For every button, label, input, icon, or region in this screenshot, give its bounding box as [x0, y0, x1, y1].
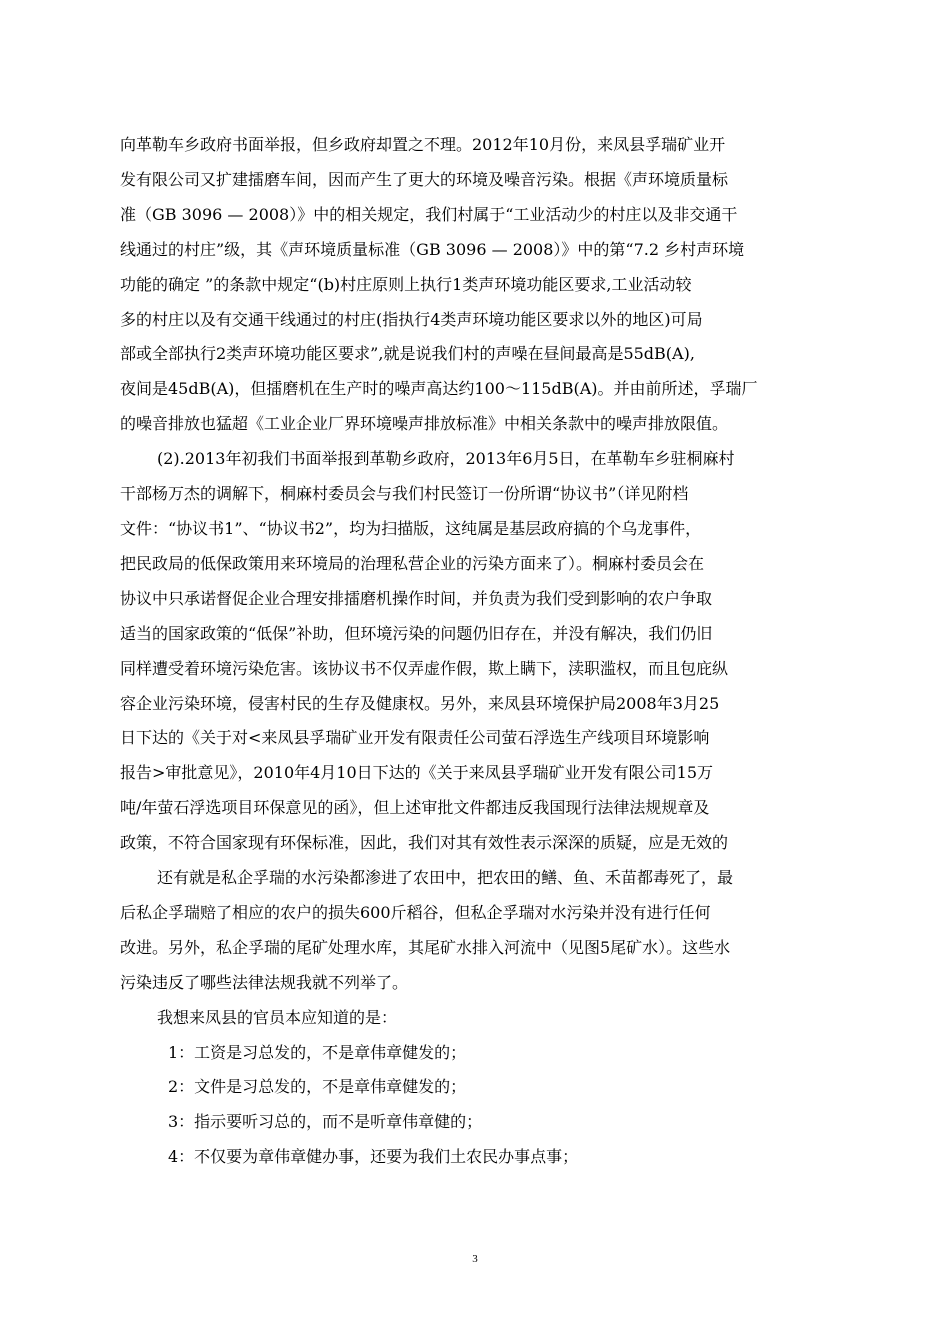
list-item: 3：指示要听习总的，而不是听章伟章健的；: [168, 1112, 483, 1132]
list-item: 1：工资是习总发的，不是章伟章健发的；: [168, 1042, 467, 1062]
body-text: [120, 128, 832, 1175]
list-item: 4：不仅要为章伟章健办事，还要为我们土农民办事点事；: [168, 1147, 579, 1167]
list-item: 2：文件是习总发的，不是章伟章健发的；: [168, 1077, 467, 1097]
page-number: 3: [472, 1253, 478, 1265]
paragraph-water-pollution: 还有就是私企孚瑞的水污染都渗进了农田中，把农田的鳝、鱼、禾苗都毒死了，最 后私企孚瑞赔了相应的农户的损失600斤稻谷，但私企孚瑞对水污染并没有进行任何 改进。另外，私企孚瑞的尾矿处理水库，其尾矿水排入河流中（见图5尾矿水）。这些水 污染违反了哪些法律法规我就不列举了。: [120, 868, 734, 992]
paragraph-agreement: (2).2013年初我们书面举报到革勒乡政府，2013年6月5日，在革勒车乡驻桐麻村 干部杨万杰的调解下，桐麻村委员会与我们村民签订一份所谓“协议书”（详见附档 文件：“协议书1”、“协议书2”，均为扫描版，这纯属是基层政府搞的个乌龙事件， 把民政局的低保政策用来环境局的治理私营企业的污染方面来了）。桐麻村委员会在 协议中只承诺督促企业合理安排擂磨机操作时间，并负责为我们受到影响的农户争取 适当的国家政策的“低保”补助，但环境污染的问题仍旧存在，并没有解决，我们仍旧 同样遭受着环境污染危害。该协议书不仅弄虚作假，欺上瞒下，渎职滥权，而且包庇纵 容企业污染环境，侵害村民的生存及健康权。另外，来凤县环境保护局2008年3月25 日下达的《关于对<来凤县孚瑞矿业开发有限责任公司萤石浮选生产线项目环境影响 报告>审批意见》，2010年4月10日下达的《关于来凤县孚瑞矿业开发有限公司15万 吨/年萤石浮选项目环保意见的函》，但上述审批文件都违反我国现行法律法规规章及 政策，不符合国家现有环保标准，因此，我们对其有效性表示深深的质疑，应是无效的: [120, 449, 735, 853]
paragraph-noise-pollution: 向革勒车乡政府书面举报，但乡政府却置之不理。2012年10月份，来凤县孚瑞矿业开 发有限公司又扩建擂磨车间，因而产生了更大的环境及噪音污染。根据《声环境质量标 准（GB 3096 — 2008）》中的相关规定，我们村属于“工业活动少的村庄以及非交通干 线通过的村庄”级，其《声环境质量标准（GB 3096 — 2008）》中的第“7.2 乡村声环境 功能的确定 ”的条款中规定“(b)村庄原则上执行1类声环境功能区要求,工业活动较 多的村庄以及有交通干线通过的村庄(指执行4类声环境功能区要求以外的地区)可局 部或全部执行2类声环境功能区要求”,就是说我们村的声噪在昼间最高是55dB(A), 夜间是45dB(A)，但擂磨机在生产时的噪声高达约100～115dB(A)。并由前所述，孚瑞厂 的噪音排放也猛超《工业企业厂界环境噪声排放标准》中相关条款中的噪声排放限值。: [120, 135, 758, 434]
paragraph-list-intro: 我想来凤县的官员本应知道的是：: [157, 1007, 398, 1027]
